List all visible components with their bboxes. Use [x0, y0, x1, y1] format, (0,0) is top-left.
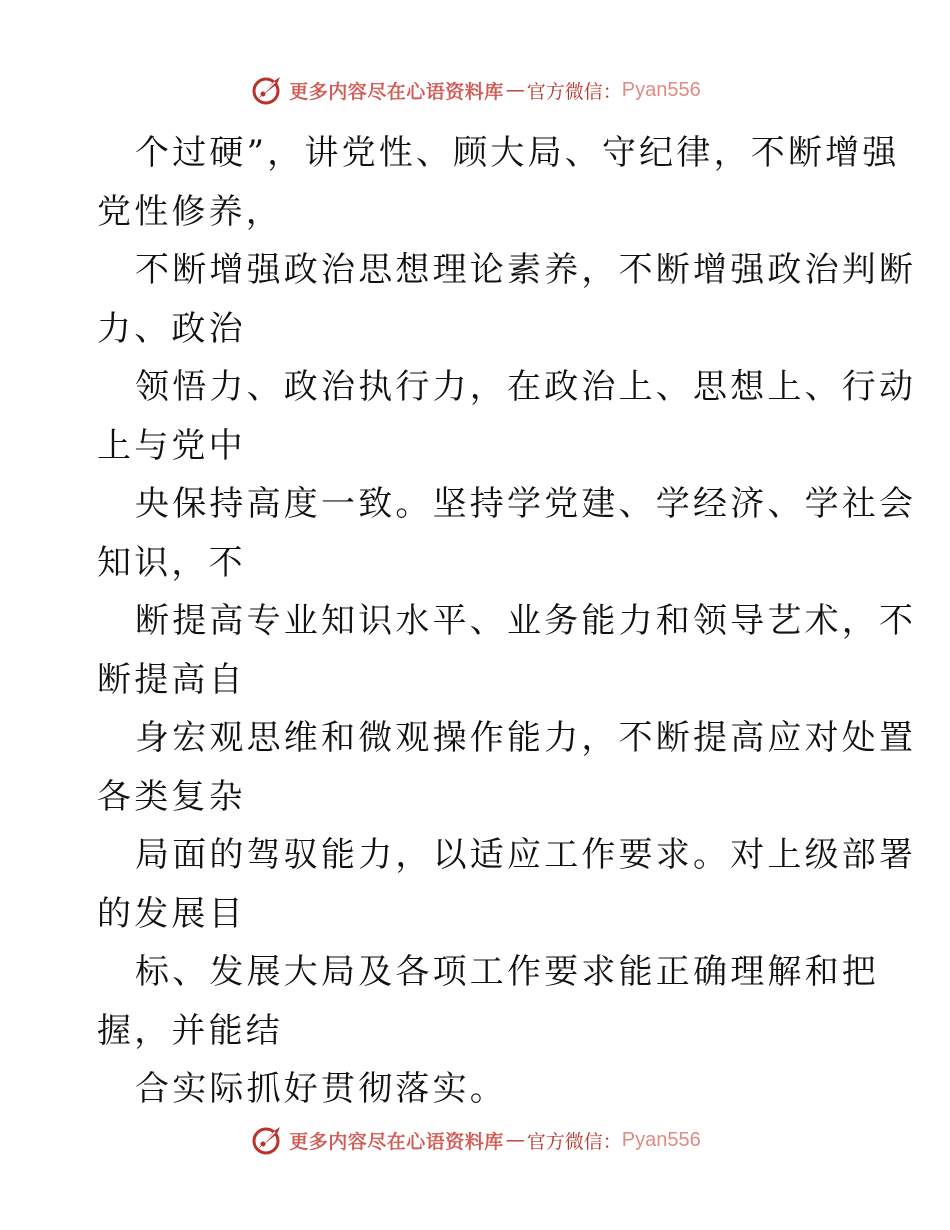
body-line: 不断增强政治思想理论素养，不断增强政治判断	[135, 250, 917, 290]
body-line: 央保持高度一致。坚持学党建、学经济、学社会	[135, 484, 917, 524]
brand-text: 更多内容尽在心语资料库	[289, 80, 504, 103]
feather-pen-logo-icon	[249, 72, 285, 108]
banner-dash: —	[505, 1129, 525, 1151]
brand-text: 更多内容尽在心语资料库	[289, 1130, 504, 1153]
wechat-id: Pyan556	[621, 1128, 701, 1151]
feather-pen-logo-icon	[249, 1122, 285, 1158]
header-banner	[0, 70, 950, 110]
wechat-label: 官方微信：	[526, 80, 622, 103]
body-line: 领悟力、政治执行力，在政治上、思想上、行动	[135, 367, 917, 407]
wechat-id: Pyan556	[621, 78, 701, 101]
footer-banner	[0, 1120, 950, 1160]
body-line: 断提高自	[97, 659, 246, 700]
body-line: 个过硬”，讲党性、顾大局、守纪律，不断增强	[135, 133, 900, 173]
body-line: 标、发展大局及各项工作要求能正确理解和把	[135, 952, 879, 992]
body-line: 各类复杂	[97, 776, 246, 817]
body-line: 合实际抓好贯彻落实。	[135, 1069, 507, 1109]
body-line: 局面的驾驭能力，以适应工作要求。对上级部署	[135, 835, 917, 875]
body-line: 知识，不	[97, 542, 246, 583]
wechat-label: 官方微信：	[526, 1130, 622, 1153]
document-body	[97, 124, 917, 1119]
body-line: 上与党中	[97, 425, 246, 466]
body-line: 的发展目	[97, 893, 246, 934]
body-line: 断提高专业知识水平、业务能力和领导艺术，不	[135, 601, 917, 641]
banner-dash: —	[505, 79, 525, 101]
body-line: 力、政治	[97, 308, 246, 349]
body-line: 党性修养，	[97, 191, 283, 232]
body-line: 身宏观思维和微观操作能力，不断提高应对处置	[135, 718, 917, 758]
body-line: 握，并能结	[97, 1010, 283, 1051]
